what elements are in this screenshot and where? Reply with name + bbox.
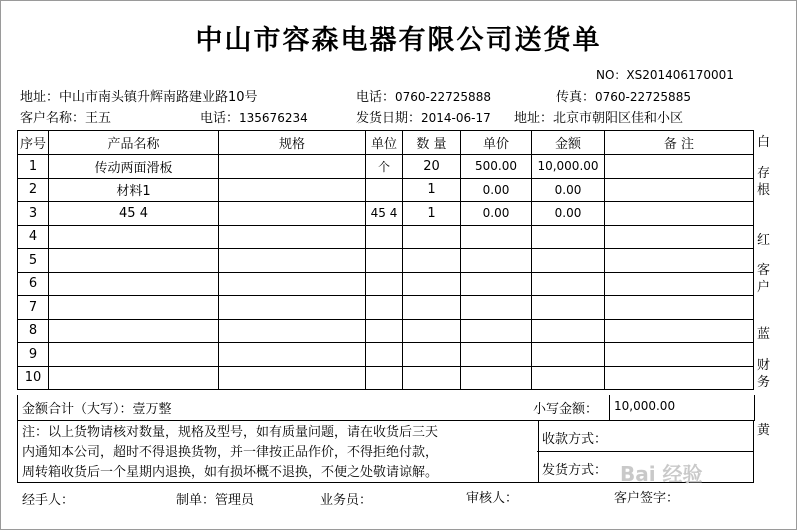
copy-label-stub-1: 存 — [757, 166, 771, 181]
cell-unit-price — [461, 366, 532, 390]
cell-product-name: 传动两面滑板 — [49, 155, 219, 179]
cell-unit-price — [461, 296, 532, 320]
cell-quantity — [403, 319, 461, 343]
cell-amount — [532, 225, 605, 249]
cell-unit-price — [461, 249, 532, 273]
cell-spec — [219, 178, 366, 202]
table-row — [18, 155, 754, 179]
document-title: 中山市容森电器有限公司送货单 — [195, 25, 602, 56]
col-header: 序号 — [18, 131, 49, 155]
box-divider — [537, 451, 753, 452]
cell-amount — [532, 343, 605, 367]
cell-product-name — [49, 319, 219, 343]
notice-line: 注：以上货物请核对数量，规格及型号，如有质量问题，请在收货后三天 — [22, 425, 439, 440]
table-row — [18, 202, 754, 226]
cell-row-number: 2 — [18, 178, 49, 202]
table-header-row — [18, 131, 754, 155]
cell-product-name: 材料1 — [49, 178, 219, 202]
col-header: 产品名称 — [49, 131, 219, 155]
cell-unit-price — [461, 319, 532, 343]
total-uppercase: 金额合计（大写）：壹万整 — [22, 402, 172, 417]
table-row — [18, 272, 754, 296]
cell-spec — [219, 272, 366, 296]
cell-row-number: 1 — [18, 155, 49, 179]
cell-quantity — [403, 272, 461, 296]
copy-label-customer-1: 客 — [757, 263, 771, 278]
cell-amount: 10,000.00 — [532, 155, 605, 179]
col-header: 数 量 — [403, 131, 461, 155]
notice-line: 周转箱收货后一个星期内退换，如有损坏概不退换，不便之处敬请谅解。 — [22, 465, 439, 480]
payment-method-label: 收款方式： — [542, 432, 608, 447]
customer-signature-label: 客户签字： — [614, 491, 680, 506]
cell-quantity: 1 — [403, 202, 461, 226]
maker-label: 制单：管理员 — [176, 493, 255, 508]
cell-unit: 45 4 — [366, 202, 403, 226]
ship-address: 地址：北京市朝阳区佳和小区 — [514, 111, 684, 126]
cell-amount — [532, 249, 605, 273]
cell-spec — [219, 366, 366, 390]
order-number: NO：XS201406170001 — [596, 68, 734, 82]
col-header: 规格 — [219, 131, 366, 155]
copy-label-finance-2: 务 — [757, 375, 771, 390]
salesman-label: 业务员： — [320, 493, 373, 508]
cell-spec — [219, 202, 366, 226]
cell-unit — [366, 319, 403, 343]
copy-label-red: 红 — [757, 233, 771, 248]
cell-product-name — [49, 366, 219, 390]
table-row — [18, 178, 754, 202]
cell-spec — [219, 155, 366, 179]
total-small-value: 10,000.00 — [614, 399, 676, 413]
ship-date — [356, 107, 491, 126]
table-row — [18, 366, 754, 390]
cell-spec — [219, 296, 366, 320]
copy-label-white: 白 — [757, 135, 771, 150]
customer-phone — [200, 107, 308, 126]
company-fax — [556, 86, 691, 105]
cell-amount: 0.00 — [532, 178, 605, 202]
cell-unit — [366, 249, 403, 273]
cell-quantity — [403, 296, 461, 320]
auditor-label: 审核人： — [466, 491, 519, 506]
cell-quantity: 20 — [403, 155, 461, 179]
company-phone-label: 电话： — [356, 90, 396, 105]
cell-row-number: 6 — [18, 272, 49, 296]
total-row — [17, 395, 755, 421]
cell-unit: 个 — [366, 155, 403, 179]
cell-quantity — [403, 249, 461, 273]
cell-remark — [605, 319, 754, 343]
company-phone — [356, 86, 491, 105]
col-header: 备 注 — [605, 131, 754, 155]
watermark: Bai 经验 — [620, 462, 703, 486]
cell-product-name — [49, 343, 219, 367]
cell-row-number: 9 — [18, 343, 49, 367]
cell-unit — [366, 225, 403, 249]
cell-amount — [532, 272, 605, 296]
cell-spec — [219, 249, 366, 273]
cell-unit-price: 500.00 — [461, 155, 532, 179]
cell-amount — [532, 296, 605, 320]
cell-quantity: 1 — [403, 178, 461, 202]
cell-unit — [366, 296, 403, 320]
cell-amount — [532, 366, 605, 390]
cell-remark — [605, 249, 754, 273]
cell-quantity — [403, 366, 461, 390]
table-row — [18, 296, 754, 320]
cell-row-number: 5 — [18, 249, 49, 273]
cell-unit-price — [461, 225, 532, 249]
total-small-label: 小写金额： — [533, 402, 599, 417]
company-fax-value: 0760-22725885 — [595, 90, 691, 104]
cell-row-number: 4 — [18, 225, 49, 249]
cell-product-name — [49, 272, 219, 296]
cell-product-name — [49, 296, 219, 320]
cell-remark — [605, 366, 754, 390]
ship-date-value: 2014-06-17 — [421, 111, 491, 125]
ship-date-label: 发货日期： — [356, 111, 422, 126]
cell-amount: 0.00 — [532, 202, 605, 226]
company-address: 地址：中山市南头镇升辉南路建业路10号 — [20, 90, 258, 105]
col-header: 单价 — [461, 131, 532, 155]
cell-spec — [219, 343, 366, 367]
cell-product-name — [49, 249, 219, 273]
cell-spec — [219, 225, 366, 249]
cell-spec — [219, 319, 366, 343]
notice-text — [22, 423, 438, 483]
cell-unit-price: 0.00 — [461, 178, 532, 202]
cell-unit-price — [461, 272, 532, 296]
customer-phone-label: 电话： — [200, 111, 240, 126]
cell-row-number: 10 — [18, 366, 49, 390]
table-row — [18, 249, 754, 273]
handler-label: 经手人： — [22, 493, 75, 508]
shipping-method-label: 发货方式： — [542, 463, 608, 478]
cell-quantity — [403, 225, 461, 249]
table-row — [18, 225, 754, 249]
cell-remark — [605, 225, 754, 249]
company-phone-value: 0760-22725888 — [395, 90, 491, 104]
company-fax-label: 传真： — [556, 90, 596, 105]
cell-product-name: 45 4 — [49, 202, 219, 226]
cell-row-number: 7 — [18, 296, 49, 320]
cell-amount — [532, 319, 605, 343]
copy-label-blue: 蓝 — [757, 327, 771, 342]
cell-unit-price: 0.00 — [461, 202, 532, 226]
total-divider — [609, 395, 610, 420]
cell-product-name — [49, 225, 219, 249]
table-row — [18, 343, 754, 367]
notice-box — [17, 420, 539, 483]
copy-label-stub-2: 根 — [757, 183, 771, 198]
cell-quantity — [403, 343, 461, 367]
cell-remark — [605, 178, 754, 202]
cell-unit-price — [461, 343, 532, 367]
cell-remark — [605, 296, 754, 320]
table-row — [18, 319, 754, 343]
col-header: 单位 — [366, 131, 403, 155]
cell-remark — [605, 155, 754, 179]
copy-label-customer-2: 户 — [757, 280, 771, 295]
customer-name: 客户名称：王五 — [20, 111, 112, 126]
cell-unit — [366, 366, 403, 390]
copy-label-yellow: 黄 — [757, 423, 771, 438]
cell-unit — [366, 343, 403, 367]
col-header: 金额 — [532, 131, 605, 155]
cell-remark — [605, 272, 754, 296]
notice-line: 内通知本公司，超时不得退换货物，并一律按正品作价，不得拒绝付款， — [22, 445, 439, 460]
cell-row-number: 8 — [18, 319, 49, 343]
cell-unit — [366, 178, 403, 202]
cell-row-number: 3 — [18, 202, 49, 226]
customer-phone-value: 135676234 — [239, 111, 308, 125]
goods-table — [17, 130, 754, 390]
cell-remark — [605, 202, 754, 226]
copy-label-finance-1: 财 — [757, 358, 771, 373]
cell-remark — [605, 343, 754, 367]
cell-unit — [366, 272, 403, 296]
